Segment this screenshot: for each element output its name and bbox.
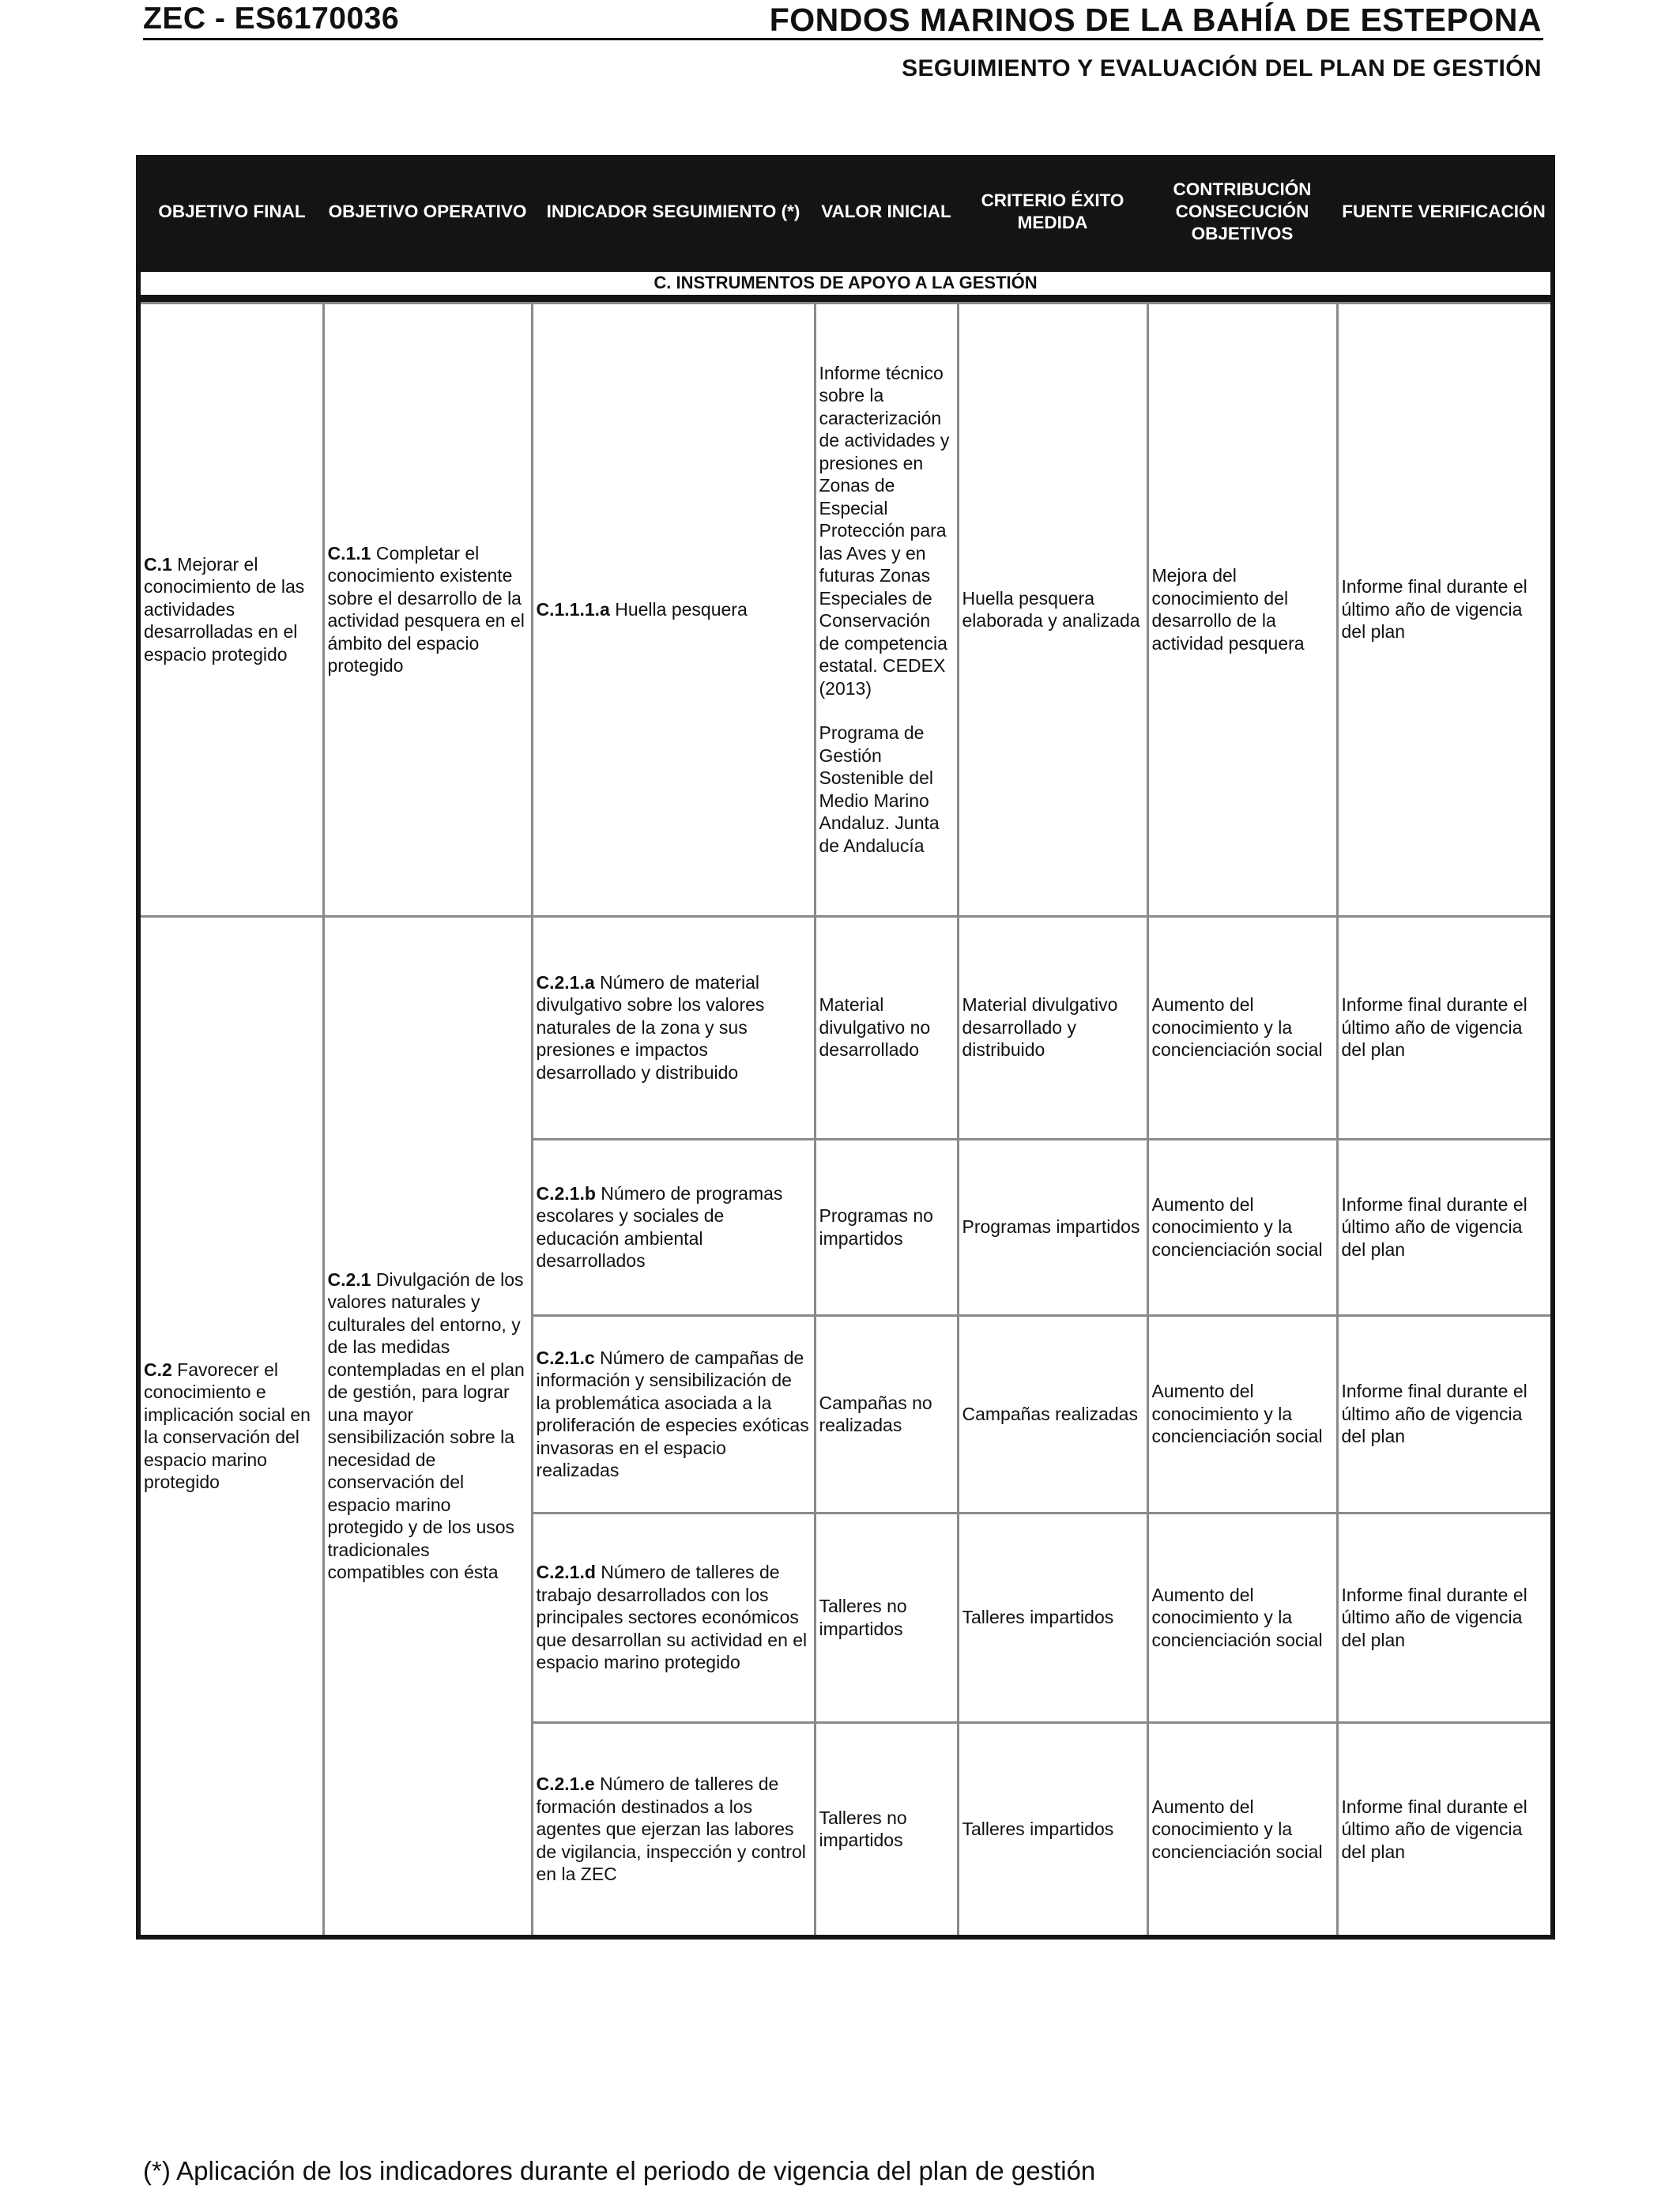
indicador-cell: C.1.1.1.a Huella pesquera: [532, 303, 815, 916]
table-header-row: [138, 157, 1553, 268]
section-spacer: [138, 296, 1553, 303]
criterio-cell: Programas impartidos: [958, 1139, 1147, 1315]
column-header: INDICADOR SEGUIMIENTO (*): [532, 157, 815, 268]
contribucion-cell: Aumento del conocimiento y la concienciación social: [1147, 1722, 1337, 1937]
fuente-cell: Informe final durante el último año de vigencia del plan: [1337, 1513, 1553, 1722]
fuente-cell: Informe final durante el último año de vigencia del plan: [1337, 1722, 1553, 1937]
contribucion-cell: Mejora del conocimiento del desarrollo de la actividad pesquera: [1147, 303, 1337, 916]
contribucion-cell: Aumento del conocimiento y la concienciación social: [1147, 1315, 1337, 1513]
footnote: (*) Aplicación de los indicadores durante el periodo de vigencia del plan de gestión: [143, 2156, 1096, 2185]
objetivo-operativo-cell: C.1.1 Completar el conocimiento existente sobre el desarrollo de la actividad pesquera en el ámbito del espacio protegido: [323, 303, 532, 916]
fuente-cell: Informe final durante el último año de vigencia del plan: [1337, 1315, 1553, 1513]
objetivo-final-cell: C.1 Mejorar el conocimiento de las actividades desarrolladas en el espacio protegido: [138, 303, 323, 916]
column-header: OBJETIVO FINAL: [138, 157, 323, 268]
valor-inicial-cell: Informe técnico sobre la caracterización de actividades y presiones en Zonas de Especial Protección para las Aves y en futuras Zonas Especiales de Conservación de competencia estatal. CEDEX (2013) Programa de Gestión Sostenible del Medio Marino Andaluz. Junta de Andalucía: [815, 303, 958, 916]
criterio-cell: Talleres impartidos: [958, 1513, 1147, 1722]
indicador-cell: C.2.1.d Número de talleres de trabajo desarrollados con los principales sectores económicos que desarrollan su actividad en el espacio marino protegido: [532, 1513, 815, 1722]
fuente-cell: Informe final durante el último año de vigencia del plan: [1337, 303, 1553, 916]
column-header: VALOR INICIAL: [815, 157, 958, 268]
valor-inicial-cell: Talleres no impartidos: [815, 1513, 958, 1722]
section-title: C. INSTRUMENTOS DE APOYO A LA GESTIÓN: [138, 268, 1553, 296]
column-header: CONTRIBUCIÓN CONSECUCIÓN OBJETIVOS: [1147, 157, 1337, 268]
column-header: FUENTE VERIFICACIÓN: [1337, 157, 1553, 268]
indicador-cell: C.2.1.a Número de material divulgativo sobre los valores naturales de la zona y sus presiones e impactos desarrollado y distribuido: [532, 916, 815, 1139]
contribucion-cell: Aumento del conocimiento y la concienciación social: [1147, 1139, 1337, 1315]
contribucion-cell: Aumento del conocimiento y la concienciación social: [1147, 916, 1337, 1139]
document-title: FONDOS MARINOS DE LA BAHÍA DE ESTEPONA: [769, 2, 1542, 38]
table-row: [138, 303, 1553, 916]
monitoring-table: [136, 155, 1555, 1940]
indicador-cell: C.2.1.e Número de talleres de formación destinados a los agentes que ejerzan las labores de vigilancia, inspección y control en la ZEC: [532, 1722, 815, 1937]
criterio-cell: Huella pesquera elaborada y analizada: [958, 303, 1147, 916]
criterio-cell: Talleres impartidos: [958, 1722, 1147, 1937]
header-divider: [143, 38, 1543, 40]
table-row: [138, 916, 1553, 1139]
valor-inicial-cell: Campañas no realizadas: [815, 1315, 958, 1513]
fuente-cell: Informe final durante el último año de vigencia del plan: [1337, 1139, 1553, 1315]
document-subtitle: SEGUIMIENTO Y EVALUACIÓN DEL PLAN DE GESTIÓN: [902, 55, 1542, 81]
indicador-cell: C.2.1.c Número de campañas de información y sensibilización de la problemática asociada a la proliferación de especies exóticas invasoras en el espacio realizadas: [532, 1315, 815, 1513]
contribucion-cell: Aumento del conocimiento y la concienciación social: [1147, 1513, 1337, 1722]
objetivo-operativo-cell: C.2.1 Divulgación de los valores naturales y culturales del entorno, y de las medidas contempladas en el plan de gestión, para lograr una mayor sensibilización sobre la necesidad de conservación del espacio marino protegido y de los usos tradicionales compatibles con ésta: [323, 916, 532, 1937]
section-row: [138, 268, 1553, 296]
criterio-cell: Campañas realizadas: [958, 1315, 1147, 1513]
column-header: CRITERIO ÉXITO MEDIDA: [958, 157, 1147, 268]
valor-inicial-cell: Material divulgativo no desarrollado: [815, 916, 958, 1139]
zec-code: ZEC - ES6170036: [143, 2, 400, 36]
valor-inicial-cell: Programas no impartidos: [815, 1139, 958, 1315]
criterio-cell: Material divulgativo desarrollado y distribuido: [958, 916, 1147, 1139]
column-header: OBJETIVO OPERATIVO: [323, 157, 532, 268]
fuente-cell: Informe final durante el último año de vigencia del plan: [1337, 916, 1553, 1139]
valor-inicial-cell: Talleres no impartidos: [815, 1722, 958, 1937]
indicador-cell: C.2.1.b Número de programas escolares y sociales de educación ambiental desarrollados: [532, 1139, 815, 1315]
objetivo-final-cell: C.2 Favorecer el conocimiento e implicación social en la conservación del espacio marino protegido: [138, 916, 323, 1937]
